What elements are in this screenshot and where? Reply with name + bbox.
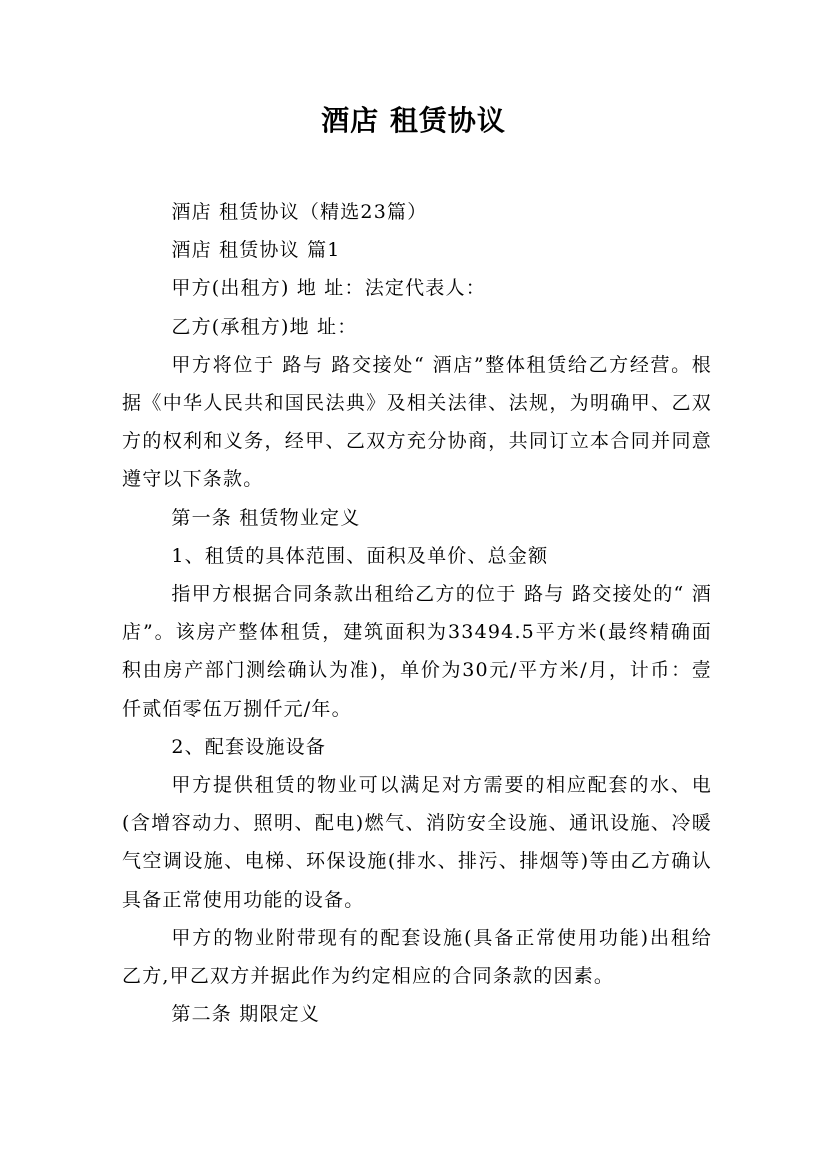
document-title: 酒店 租赁协议 [321,104,506,137]
document-body [122,193,712,1033]
paragraph-article-2-heading: 第二条 期限定义 [171,1003,321,1026]
paragraph-subtitle: 酒店 租赁协议（精选23篇） [171,201,428,223]
paragraph-preamble: 甲方将位于 路与 路交接处“ 酒店”整体租赁给乙方经营。根据《中华人民共和国民法典》及相关法律、法规，为明确甲、乙双方的权利和义务，经甲、乙双方充分协商，共同订立本合同并同意遵守以下条款。 [122,353,712,491]
paragraph-clause-2-note: 甲方的物业附带现有的配套设施(具备正常使用功能)出租给乙方,甲乙双方并据此作为约定相应的合同条款的因素。 [122,926,712,988]
paragraph-clause-2-body: 甲方提供租赁的物业可以满足对方需要的相应配套的水、电(含增容动力、照明、配电)燃气、消防安全设施、通讯设施、冷暖气空调设施、电梯、环保设施(排水、排污、排烟等)等由乙方确认具备正常使用功能的设备。 [122,774,712,911]
paragraph-clause-1-heading: 1、租赁的具体范围、面积及单价、总金额 [171,544,549,567]
paragraph-article-1-heading: 第一条 租赁物业定义 [171,506,361,529]
paragraph-clause-2-heading: 2、配套设施设备 [171,735,327,758]
paragraph-party-a: 甲方(出租方) 地 址：法定代表人： [171,277,486,300]
paragraph-party-b: 乙方(承租方)地 址： [171,315,358,338]
paragraph-clause-1-body: 指甲方根据合同条款出租给乙方的位于 路与 路交接处的“ 酒店”。该房产整体租赁，建筑面积为33494.5平方米(最终精确面积由房产部门测绘确认为准)，单价为30元/平方米/月，计币：壹仟贰佰零伍万捌仟元/年。 [122,583,712,720]
paragraph-section-heading: 酒店 租赁协议 篇1 [171,239,341,262]
